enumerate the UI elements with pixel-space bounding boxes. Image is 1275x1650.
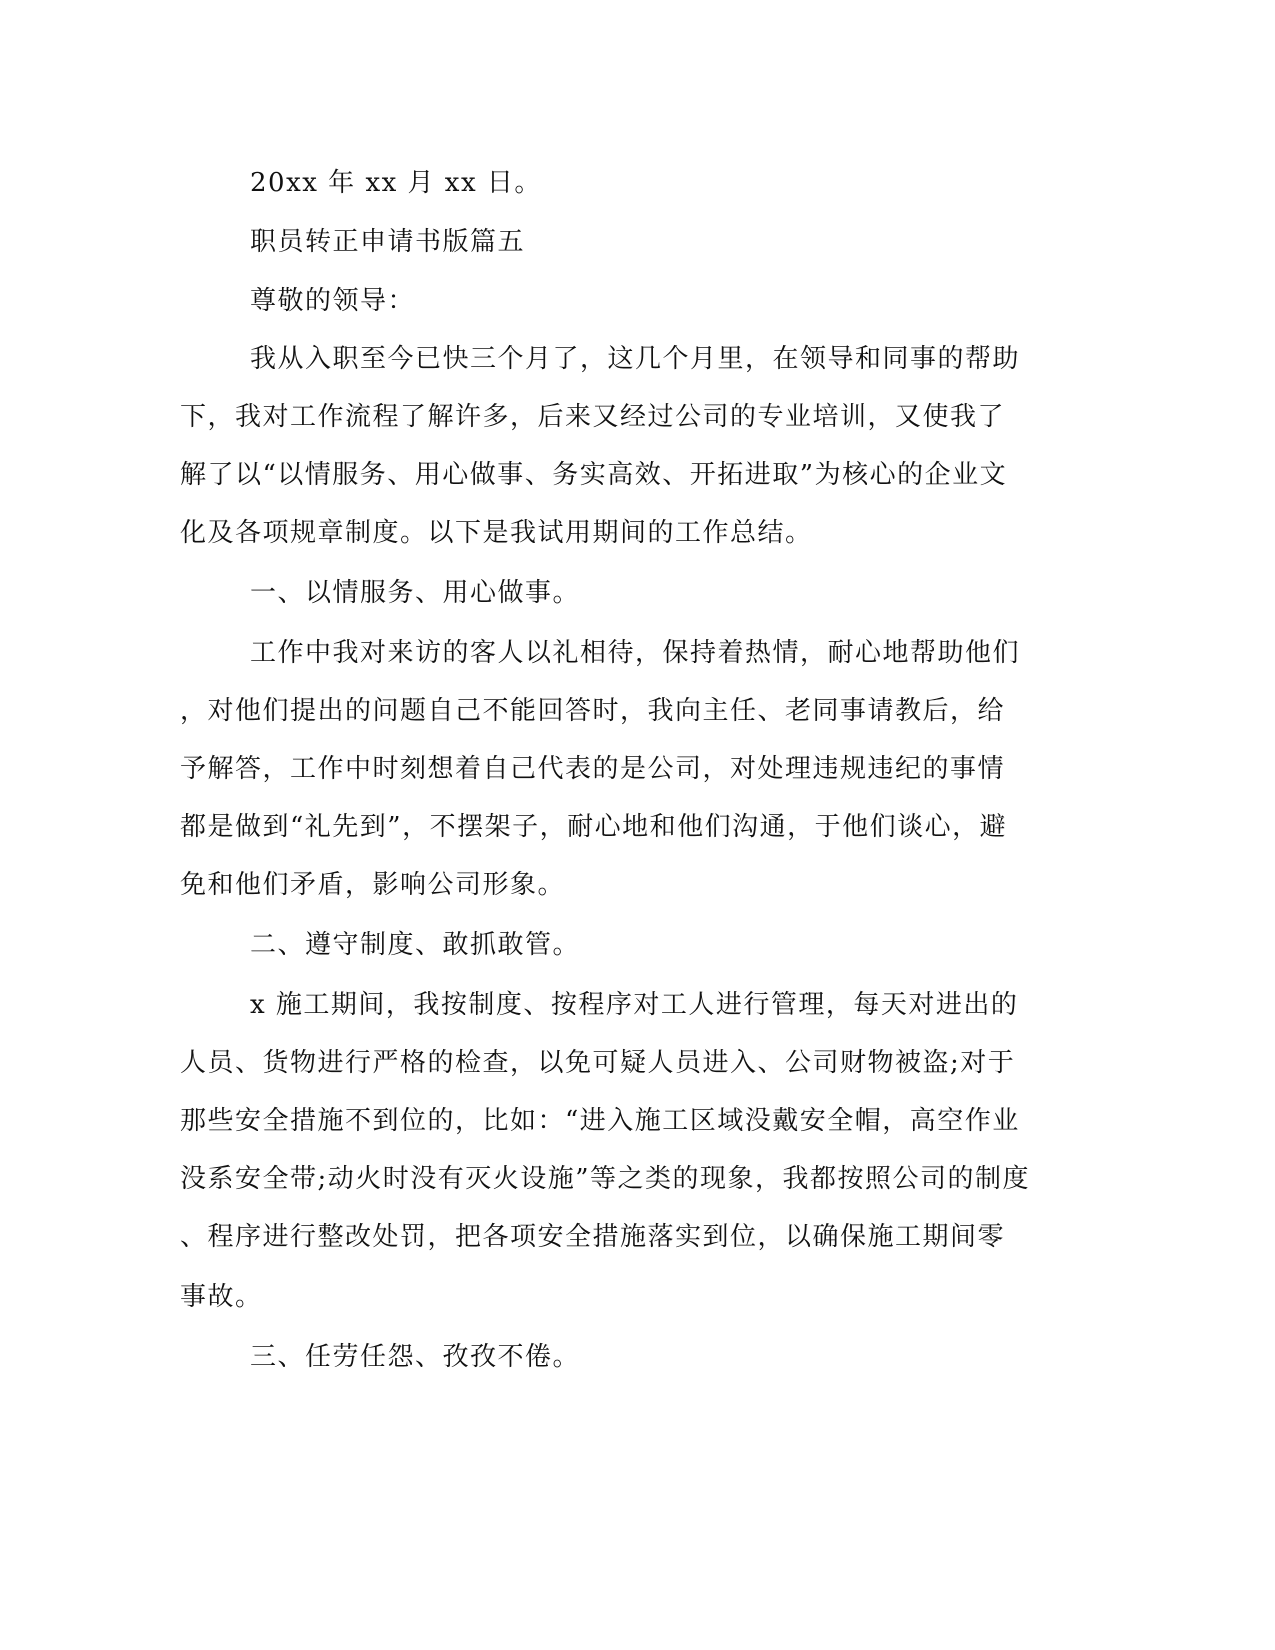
- salutation: 尊敬的领导：: [250, 286, 416, 316]
- section-heading-3: 三、任劳任怨、孜孜不倦。: [250, 1342, 581, 1372]
- paragraph-line: 、程序进行整改处罚，把各项安全措施落实到位，以确保施工期间零: [180, 1222, 1006, 1252]
- paragraph-line: 化及各项规章制度。以下是我试用期间的工作总结。: [180, 518, 813, 548]
- paragraph-line: 那些安全措施不到位的，比如：“进入施工区域没戴安全帽，高空作业: [180, 1106, 1020, 1136]
- paragraph-line: 事故。: [180, 1282, 263, 1312]
- section-heading-2: 二、遵守制度、敢抓敢管。: [250, 930, 581, 960]
- paragraph-line: 人员、货物进行严格的检查，以免可疑人员进入、公司财物被盗;对于: [180, 1048, 1016, 1078]
- paragraph-line: 免和他们矛盾，影响公司形象。: [180, 870, 566, 900]
- document-title: 职员转正申请书版篇五: [250, 227, 526, 257]
- paragraph-line: x 施工期间，我按制度、按程序对工人进行管理，每天对进出的: [250, 990, 1019, 1020]
- date-line: 20xx 年 xx 月 xx 日。: [250, 168, 542, 198]
- section-heading-1: 一、以情服务、用心做事。: [250, 578, 581, 608]
- paragraph-line: 没系安全带;动火时没有灭火设施”等之类的现象，我都按照公司的制度: [180, 1164, 1031, 1194]
- paragraph-line: 予解答，工作中时刻想着自己代表的是公司，对处理违规违纪的事情: [180, 754, 1006, 784]
- paragraph-line: 我从入职至今已快三个月了，这几个月里，在领导和同事的帮助: [250, 344, 1021, 374]
- paragraph-line: 都是做到“礼先到”，不摆架子，耐心地和他们沟通，于他们谈心，避: [180, 812, 1008, 842]
- paragraph-line: ，对他们提出的问题自己不能回答时，我向主任、老同事请教后，给: [180, 696, 1006, 726]
- paragraph-line: 工作中我对来访的客人以礼相待，保持着热情，耐心地帮助他们: [250, 638, 1021, 668]
- paragraph-line: 解了以“以情服务、用心做事、务实高效、开拓进取”为核心的企业文: [180, 460, 1008, 490]
- paragraph-line: 下，我对工作流程了解许多，后来又经过公司的专业培训，又使我了: [180, 402, 1006, 432]
